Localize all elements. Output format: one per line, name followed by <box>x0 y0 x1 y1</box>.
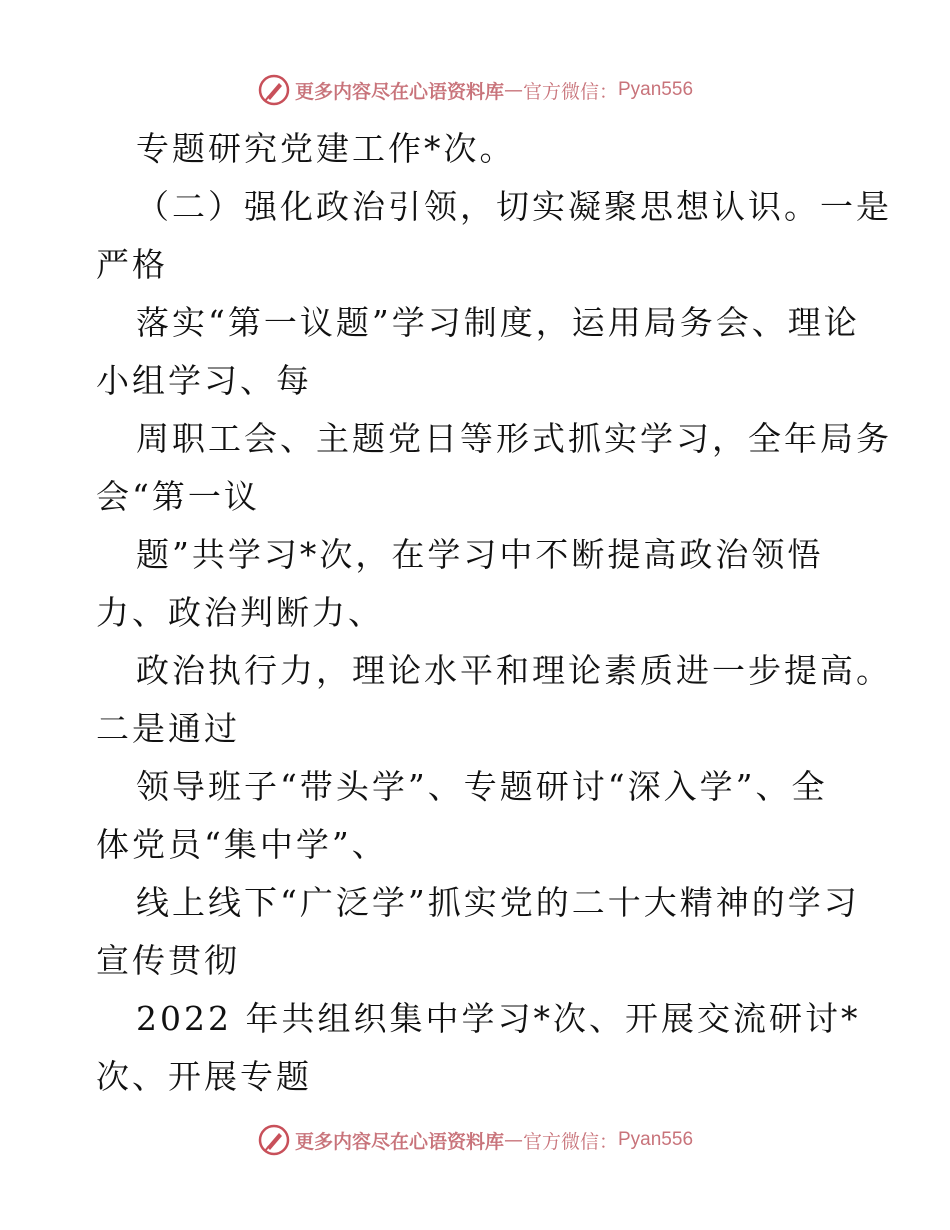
text-line: 体党员“集中学”、 <box>96 825 388 864</box>
text-line: 宣传贯彻 <box>96 941 240 980</box>
text-line: 政治执行力，理论水平和理论素质进一步提高。 <box>136 651 892 690</box>
text-line: 小组学习、每 <box>96 361 312 400</box>
watermark-separator: — <box>503 1129 523 1151</box>
watermark-id: Pyan556 <box>618 1129 694 1150</box>
watermark-separator: — <box>503 79 523 101</box>
watermark-id: Pyan556 <box>618 79 694 100</box>
pen-logo-icon <box>257 1123 291 1157</box>
text-line: 落实“第一议题”学习制度，运用局务会、理论 <box>136 303 860 342</box>
watermark-label: 官方微信： <box>522 1130 618 1153</box>
header-watermark <box>0 70 950 110</box>
footer-watermark <box>0 1120 950 1160</box>
text-line: 线上线下“广泛学”抓实党的二十大精神的学习 <box>136 883 860 922</box>
text-line: 力、政治判断力、 <box>96 593 384 632</box>
watermark-title: 更多内容尽在心语资料库 <box>294 1130 504 1153</box>
text-line: 专题研究党建工作*次。 <box>136 129 516 168</box>
pen-logo-icon <box>257 73 291 107</box>
text-line: 二是通过 <box>96 709 240 748</box>
watermark-label: 官方微信： <box>522 80 618 103</box>
document-body <box>96 120 892 1106</box>
text-line: （二）强化政治引领，切实凝聚思想认识。一是 <box>136 187 892 226</box>
text-line: 领导班子“带头学”、专题研讨“深入学”、全 <box>136 767 828 806</box>
text-line: 严格 <box>96 245 168 284</box>
text-line: 会“第一议 <box>96 477 260 516</box>
text-line: 周职工会、主题党日等形式抓实学习，全年局务 <box>136 419 892 458</box>
text-line: 次、开展专题 <box>96 1057 312 1096</box>
text-line: 2022 年共组织集中学习*次、开展交流研讨* <box>136 999 861 1038</box>
text-line: 题”共学习*次，在学习中不断提高政治领悟 <box>136 535 824 574</box>
watermark-title: 更多内容尽在心语资料库 <box>294 80 504 103</box>
